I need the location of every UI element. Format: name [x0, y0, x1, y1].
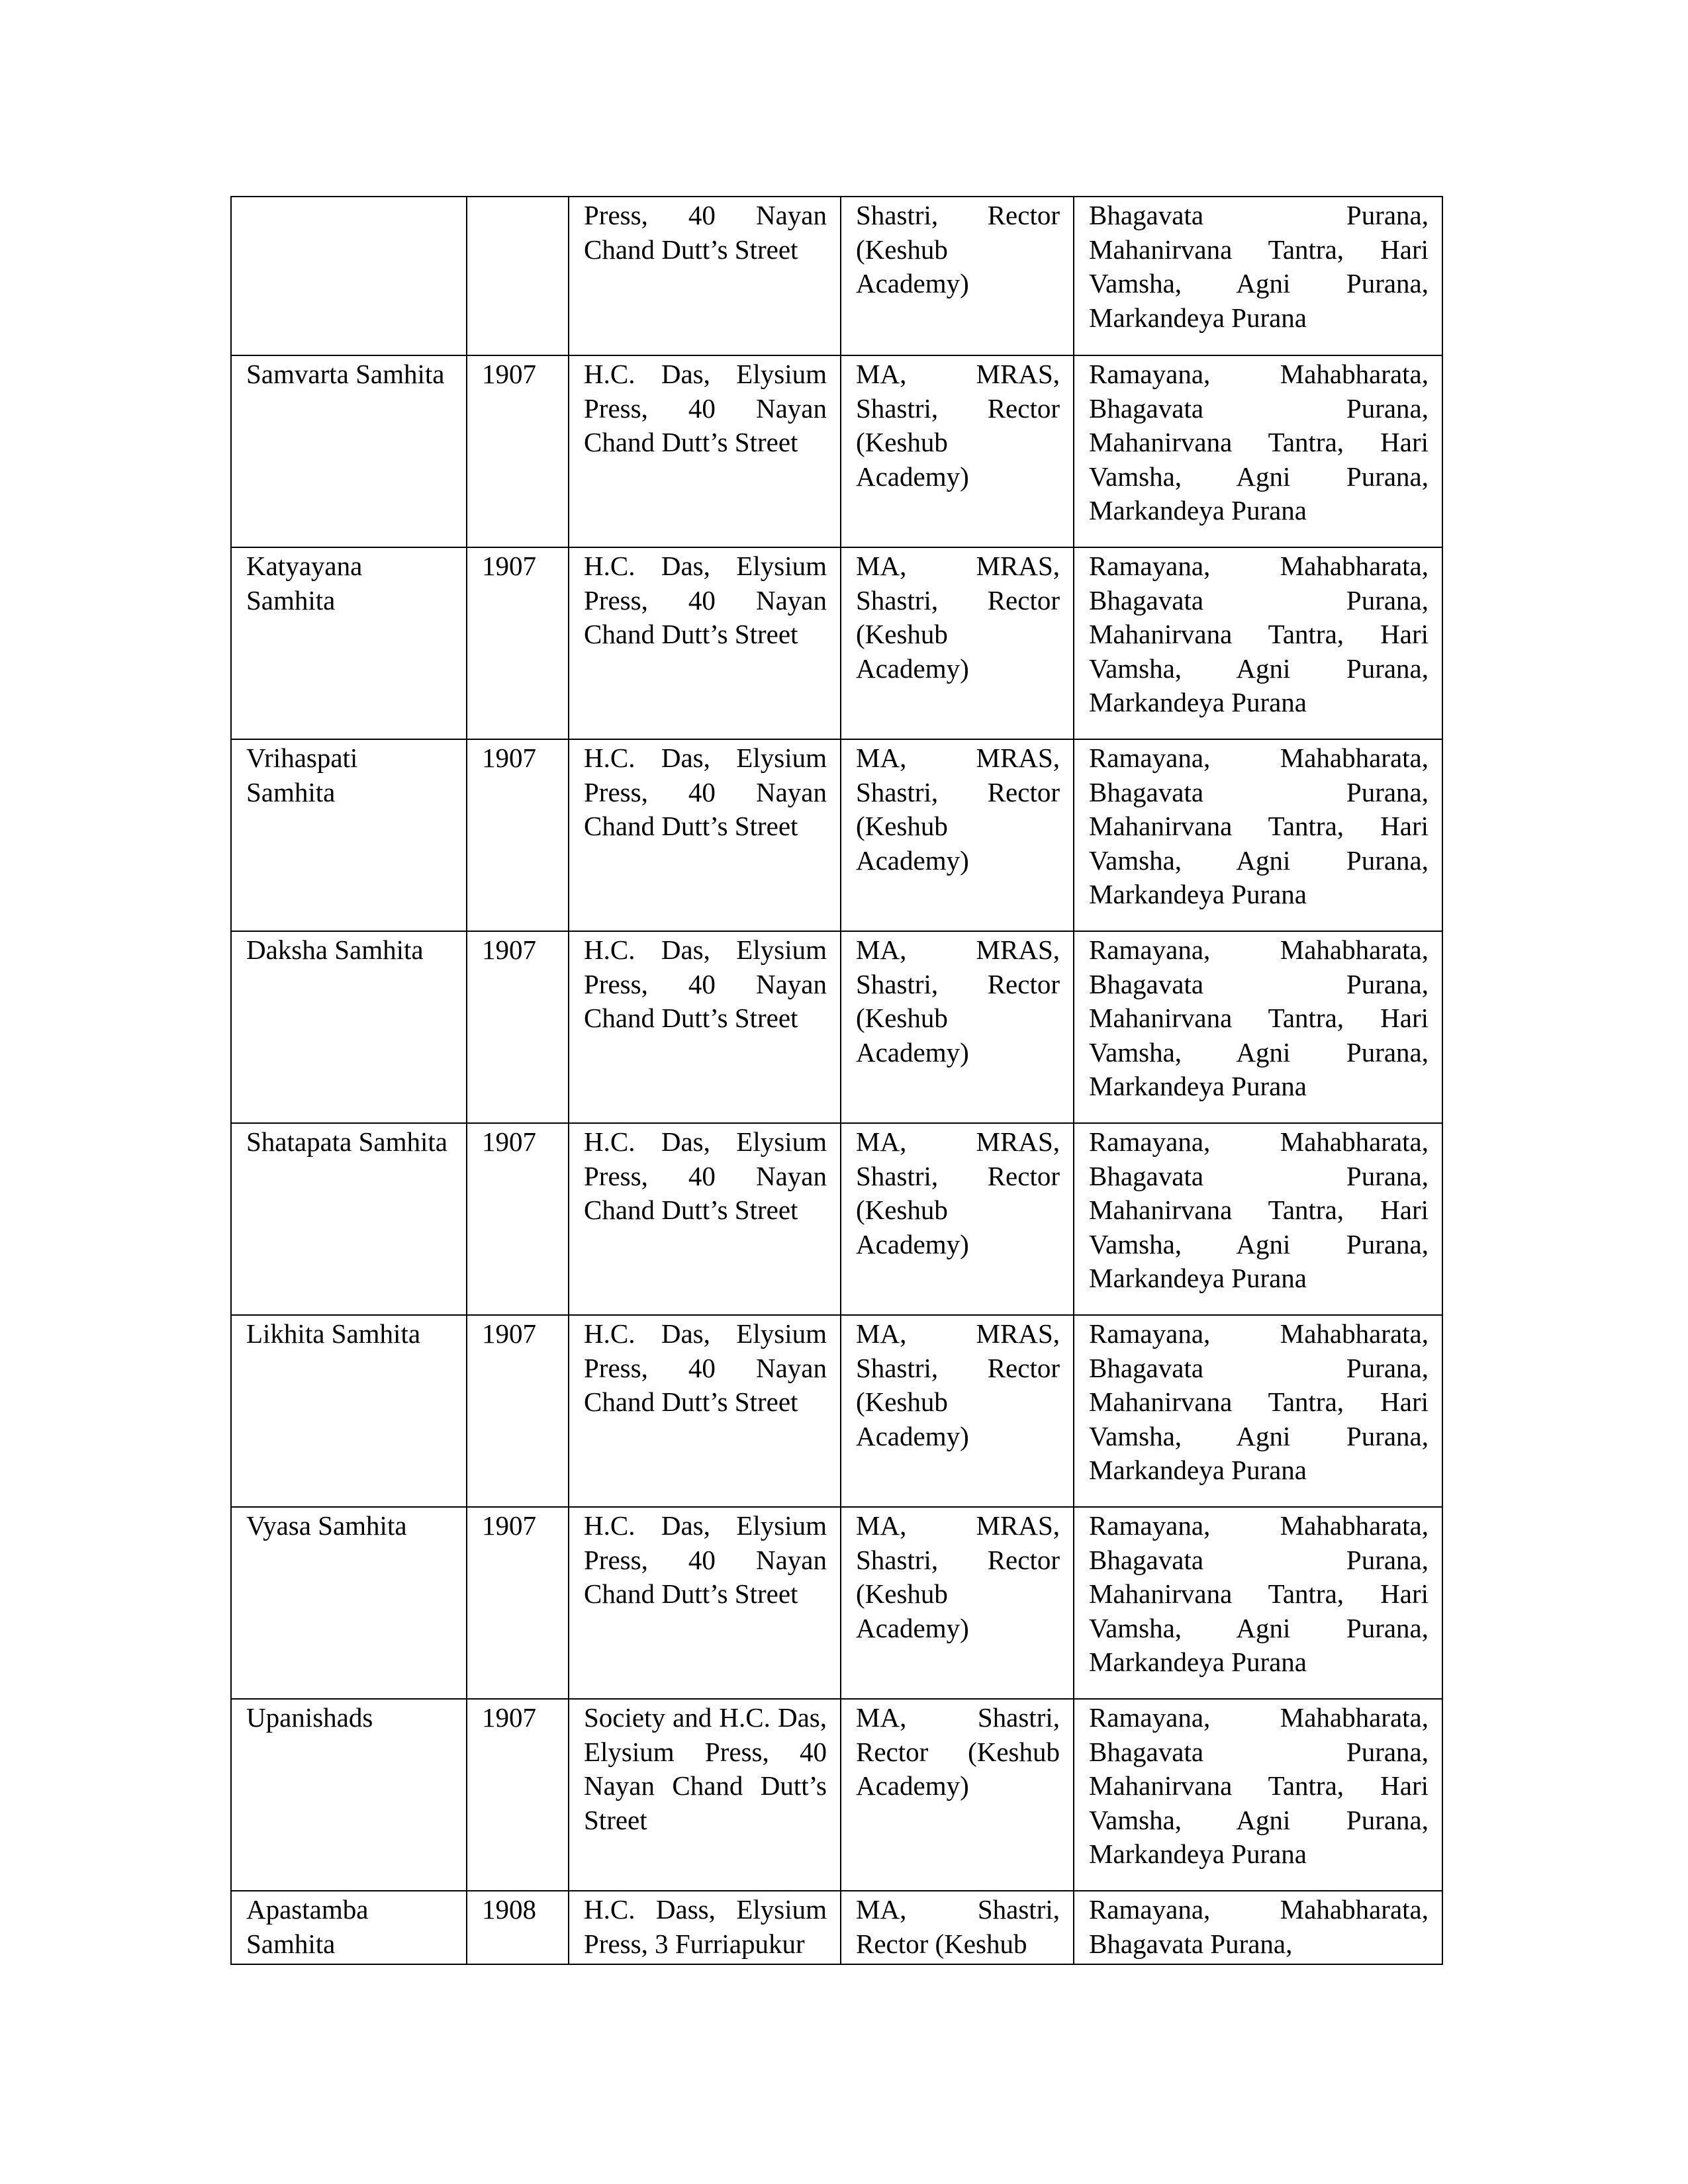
publisher-cell: H.C. Das, Elysium Press, 40 Nayan Chand Dutt’s Street: [569, 355, 841, 547]
publisher-cell: H.C. Das, Elysium Press, 40 Nayan Chand Dutt’s Street: [569, 739, 841, 931]
publisher-cell: H.C. Das, Elysium Press, 40 Nayan Chand Dutt’s Street: [569, 1315, 841, 1507]
table-row: [231, 1699, 1442, 1891]
year-cell: [467, 197, 569, 355]
year-cell: 1907: [467, 1315, 569, 1507]
table-row: [231, 1891, 1442, 1964]
sources-cell: Ramayana, Mahabharata, Bhagavata Purana, Mahanirvana Tantra, Hari Vamsha, Agni Purana, Markandeya Purana: [1074, 1315, 1442, 1507]
title-cell: Katyayana Samhita: [231, 547, 467, 739]
sources-cell: Ramayana, Mahabharata, Bhagavata Purana, Mahanirvana Tantra, Hari Vamsha, Agni Purana, Markandeya Purana: [1074, 1699, 1442, 1891]
sources-cell: Ramayana, Mahabharata, Bhagavata Purana, Mahanirvana Tantra, Hari Vamsha, Agni Purana, Markandeya Purana: [1074, 547, 1442, 739]
year-cell: 1907: [467, 1699, 569, 1891]
credentials-cell: MA, MRAS, Shastri, Rector (Keshub Academy): [841, 931, 1074, 1123]
title-cell: [231, 197, 467, 355]
title-cell: Shatapata Samhita: [231, 1123, 467, 1315]
publisher-cell: H.C. Dass, Elysium Press, 3 Furriapukur: [569, 1891, 841, 1964]
publisher-cell: H.C. Das, Elysium Press, 40 Nayan Chand Dutt’s Street: [569, 1507, 841, 1699]
table-row: [231, 547, 1442, 739]
credentials-cell: MA, MRAS, Shastri, Rector (Keshub Academy): [841, 739, 1074, 931]
table-row: [231, 1315, 1442, 1507]
table-row: [231, 1507, 1442, 1699]
publisher-cell: Press, 40 Nayan Chand Dutt’s Street: [569, 197, 841, 355]
sources-cell: Ramayana, Mahabharata, Bhagavata Purana, Mahanirvana Tantra, Hari Vamsha, Agni Purana, Markandeya Purana: [1074, 931, 1442, 1123]
sources-cell: Ramayana, Mahabharata, Bhagavata Purana,: [1074, 1891, 1442, 1964]
year-cell: 1907: [467, 355, 569, 547]
table-row: [231, 931, 1442, 1123]
table-row: [231, 197, 1442, 355]
credentials-cell: MA, MRAS, Shastri, Rector (Keshub Academy): [841, 547, 1074, 739]
sources-cell: Ramayana, Mahabharata, Bhagavata Purana, Mahanirvana Tantra, Hari Vamsha, Agni Purana, Markandeya Purana: [1074, 1123, 1442, 1315]
sources-cell: Ramayana, Mahabharata, Bhagavata Purana, Mahanirvana Tantra, Hari Vamsha, Agni Purana, Markandeya Purana: [1074, 1507, 1442, 1699]
table-row: [231, 1123, 1442, 1315]
credentials-cell: MA, MRAS, Shastri, Rector (Keshub Academy): [841, 1507, 1074, 1699]
table-row: [231, 739, 1442, 931]
sources-cell: Ramayana, Mahabharata, Bhagavata Purana, Mahanirvana Tantra, Hari Vamsha, Agni Purana, Markandeya Purana: [1074, 739, 1442, 931]
title-cell: Samvarta Samhita: [231, 355, 467, 547]
publisher-cell: Society and H.C. Das, Elysium Press, 40 Nayan Chand Dutt’s Street: [569, 1699, 841, 1891]
year-cell: 1908: [467, 1891, 569, 1964]
title-cell: Daksha Samhita: [231, 931, 467, 1123]
year-cell: 1907: [467, 739, 569, 931]
sources-cell: Ramayana, Mahabharata, Bhagavata Purana, Mahanirvana Tantra, Hari Vamsha, Agni Purana, Markandeya Purana: [1074, 355, 1442, 547]
credentials-cell: MA, MRAS, Shastri, Rector (Keshub Academy): [841, 1315, 1074, 1507]
title-cell: Likhita Samhita: [231, 1315, 467, 1507]
title-cell: Vyasa Samhita: [231, 1507, 467, 1699]
credentials-cell: MA, Shastri, Rector (Keshub Academy): [841, 1699, 1074, 1891]
credentials-cell: Shastri, Rector (Keshub Academy): [841, 197, 1074, 355]
title-cell: Apastamba Samhita: [231, 1891, 467, 1964]
table-row: [231, 355, 1442, 547]
year-cell: 1907: [467, 931, 569, 1123]
credentials-cell: MA, MRAS, Shastri, Rector (Keshub Academy): [841, 355, 1074, 547]
year-cell: 1907: [467, 547, 569, 739]
title-cell: Upanishads: [231, 1699, 467, 1891]
publisher-cell: H.C. Das, Elysium Press, 40 Nayan Chand Dutt’s Street: [569, 1123, 841, 1315]
publisher-cell: H.C. Das, Elysium Press, 40 Nayan Chand Dutt’s Street: [569, 547, 841, 739]
publisher-cell: H.C. Das, Elysium Press, 40 Nayan Chand Dutt’s Street: [569, 931, 841, 1123]
credentials-cell: MA, MRAS, Shastri, Rector (Keshub Academy): [841, 1123, 1074, 1315]
year-cell: 1907: [467, 1123, 569, 1315]
credentials-cell: MA, Shastri, Rector (Keshub: [841, 1891, 1074, 1964]
title-cell: Vrihaspati Samhita: [231, 739, 467, 931]
sources-cell: Bhagavata Purana, Mahanirvana Tantra, Hari Vamsha, Agni Purana, Markandeya Purana: [1074, 197, 1442, 355]
year-cell: 1907: [467, 1507, 569, 1699]
publication-table: [230, 196, 1443, 1965]
